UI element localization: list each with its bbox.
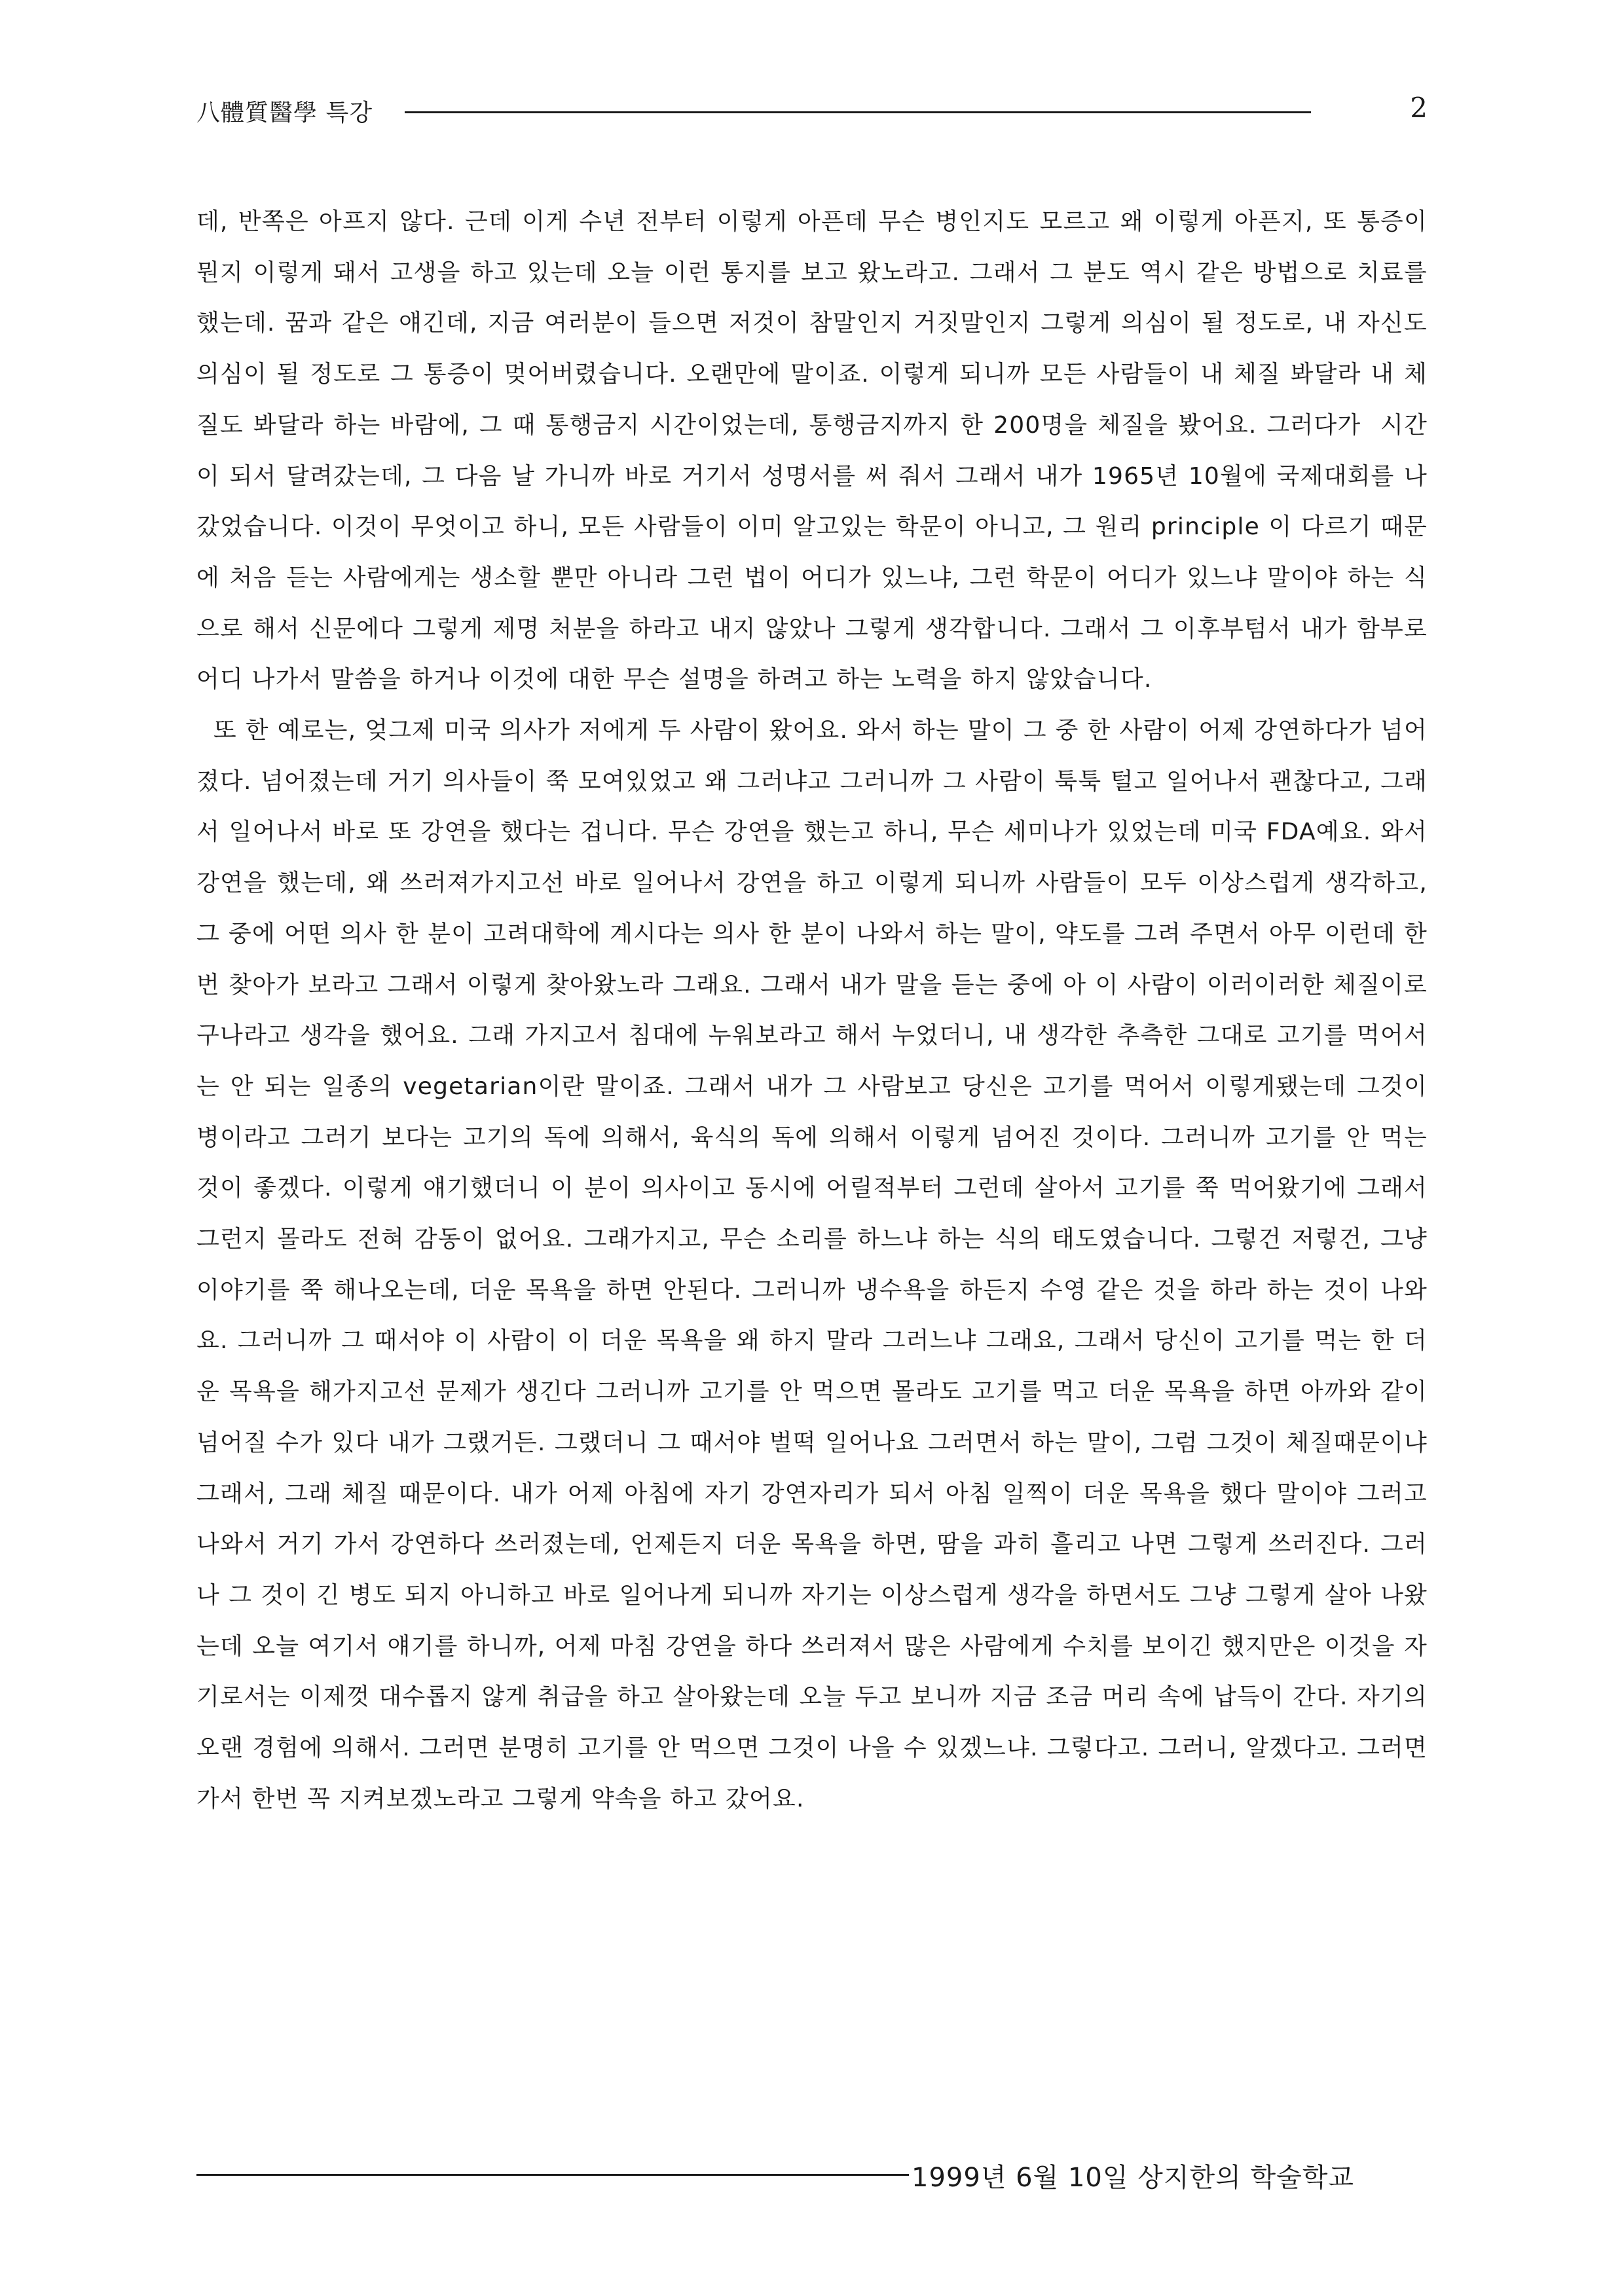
- paragraph-1: 데, 반쪽은 아프지 않다. 근데 이게 수년 전부터 이렇게 아픈데 무슨 병인지도 모르고 왜 이렇게 아픈지, 또 통증이 뭔지 이렇게 돼서 고생을 하고 있는데 오늘 이런 통지를 보고 왔노라고. 그래서 그 분도 역시 같은 방법으로 치료를 했는데. 꿈과 같은 얘긴데, 지금 여러분이 들으면 저것이 참말인지 거짓말인지 그렇게 의심이 될 정도로, 내 자신도 의심이 될 정도로 그 통증이 멎어버렸습니다. 오랜만에 말이죠. 이렇게 되니까 모든 사람들이 내 체질 봐달라 내 체질도 봐달라 하는 바람에, 그 때 통행금지 시간이었는데, 통행금지까지 한 200명을 체질을 봤어요. 그러다가 시간이 되서 달려갔는데, 그 다음 날 가니까 바로 거기서 성명서를 써 줘서 그래서 내가 1965년 10월에 국제대회를 나갔었습니다. 이것이 무엇이고 하니, 모든 사람들이 이미 알고있는 학문이 아니고, 그 원리 principle 이 다르기 때문에 처음 듣는 사람에게는 생소할 뿐만 아니라 그런 법이 어디가 있느냐, 그런 학문이 어디가 있느냐 말이야 하는 식으로 해서 신문에다 그렇게 제명 처분을 하라고 내지 않았나 그렇게 생각합니다. 그래서 그 이후부텀서 내가 함부로 어디 나가서 말씀을 하거나 이것에 대한 무슨 설명을 하려고 하는 노력을 하지 않았습니다.: [196, 208, 1436, 693]
- paragraph-2: 또 한 예로는, 엊그제 미국 의사가 저에게 두 사람이 왔어요. 와서 하는 말이 그 중 한 사람이 어제 강연하다가 넘어졌다. 넘어졌는데 거기 의사들이 쭉 모여있었고 왜 그러냐고 그러니까 그 사람이 툭툭 털고 일어나서 괜찮다고, 그래서 일어나서 바로 또 강연을 했다는 겁니다. 무슨 강연을 했는고 하니, 무슨 세미나가 있었는데 미국 FDA예요. 와서 강연을 했는데, 왜 쓰러져가지고선 바로 일어나서 강연을 하고 이렇게 되니까 사람들이 모두 이상스럽게 생각하고, 그 중에 어떤 의사 한 분이 고려대학에 계시다는 의사 한 분이 나와서 하는 말이, 약도를 그려 주면서 아무 이런데 한번 찾아가 보라고 그래서 이렇게 찾아왔노라 그래요. 그래서 내가 말을 듣는 중에 아 이 사람이 이러이러한 체질이로구나라고 생각을 했어요. 그래 가지고서 침대에 누워보라고 해서 누었더니, 내 생각한 추측한 그대로 고기를 먹어서는 안 되는 일종의 vegetarian이란 말이죠. 그래서 내가 그 사람보고 당신은 고기를 먹어서 이렇게됐는데 그것이 병이라고 그러기 보다는 고기의 독에 의해서, 육식의 독에 의해서 이렇게 넘어진 것이다. 그러니까 고기를 안 먹는 것이 좋겠다. 이렇게 얘기했더니 이 분이 의사이고 동시에 어릴적부터 그런데 살아서 고기를 쭉 먹어왔기에 그래서 그런지 몰라도 전혀 감동이 없어요. 그래가지고, 무슨 소리를 하느냐 하는 식의 태도였습니다. 그렇건 저렇건, 그냥 이야기를 쭉 해나오는데, 더운 목욕을 하면 안된다. 그러니까 냉수욕을 하든지 수영 같은 것을 하라 하는 것이 나와요. 그러니까 그 때서야 이 사람이 이 더운 목욕을 왜 하지 말라 그러느냐 그래요, 그래서 당신이 고기를 먹는 한 더운 목욕을 해가지고선 문제가 생긴다 그러니까 고기를 안 먹으면 몰라도 고기를 먹고 더운 목욕을 하면 아까와 같이 넘어질 수가 있다 내가 그랬거든. 그랬더니 그 때서야 벌떡 일어나요 그러면서 하는 말이, 그럼 그것이 체질때문이냐 그래서, 그래 체질 때문이다. 내가 어제 아침에 자기 강연자리가 되서 아침 일찍이 더운 목욕을 했다 말이야 그러고 나와서 거기 가서 강연하다 쓰러졌는데, 언제든지 더운 목욕을 하면, 땀을 과히 흘리고 나면 그렇게 쓰러진다. 그러나 그 것이 긴 병도 되지 아니하고 바로 일어나게 되니까 자기는 이상스럽게 생각을 하면서도 그냥 그렇게 살아 나왔는데 오늘 여기서 얘기를 하니까, 어제 마침 강연을 하다 쓰러져서 많은 사람에게 수치를 보이긴 했지만은 이것을 자기로서는 이제껏 대수롭지 않게 취급을 하고 살아왔는데 오늘 두고 보니까 지금 조금 머리 속에 납득이 간다. 자기의 오랜 경험에 의해서. 그러면 분명히 고기를 안 먹으면 그것이 나을 수 있겠느냐. 그렇다고. 그러니, 알겠다고. 그러면 가서 한번 꼭 지켜보겠노라고 그렇게 약속을 하고 갔어요.: [196, 717, 1436, 1812]
- page-number: 2: [1410, 92, 1428, 124]
- page-header: [196, 90, 1428, 143]
- footer-date-source: 1999년 6월 10일 상지한의 학술학교: [912, 2163, 1355, 2193]
- footer-rule: [196, 2174, 909, 2176]
- page-footer: [196, 2148, 1428, 2194]
- document-title: 八體質醫學 특강: [196, 100, 373, 126]
- header-rule: [405, 111, 1311, 113]
- body-text: [196, 196, 1436, 1825]
